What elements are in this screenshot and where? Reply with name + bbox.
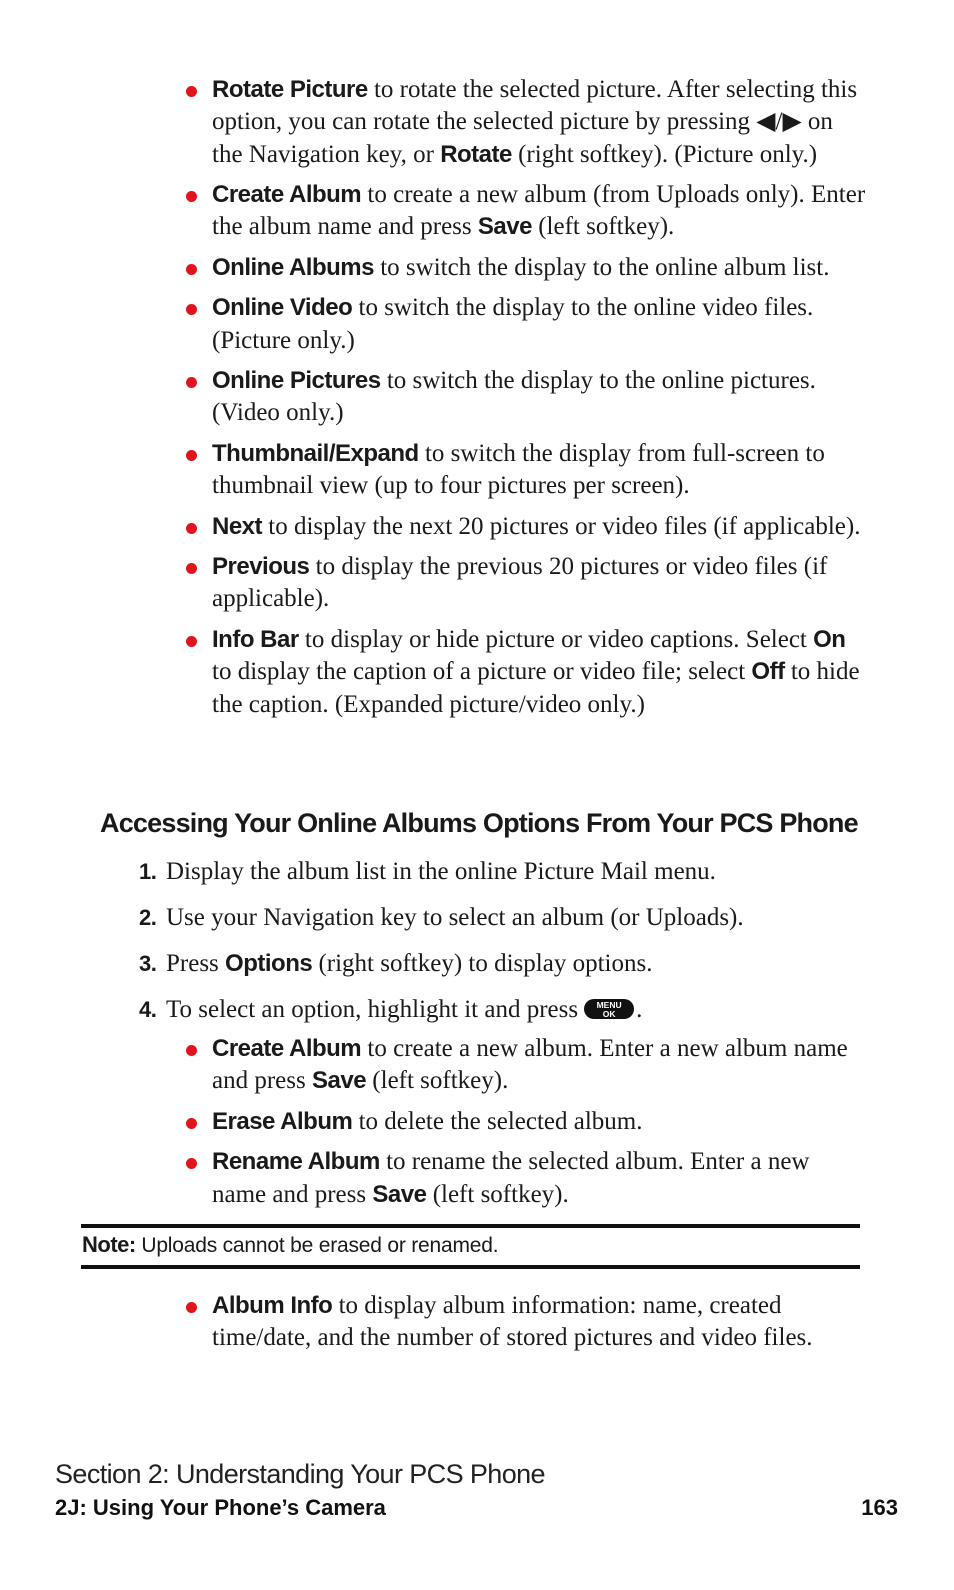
- picture-options-list: [0, 74, 954, 729]
- bullet-icon: [186, 450, 197, 461]
- list-item: Online Pictures to switch the display to the online pictures. (Video only.): [0, 365, 954, 430]
- bullet-icon: [186, 377, 197, 388]
- bullet-icon: [186, 1045, 197, 1056]
- list-item: Next to display the next 20 pictures or video files (if applicable).: [0, 511, 954, 543]
- page-number: 163: [861, 1495, 898, 1520]
- steps-list: [0, 856, 954, 1040]
- bullet-icon: [186, 86, 197, 97]
- list-item: Thumbnail/Expand to switch the display from full-screen to thumbnail view (up to four pictures per screen).: [0, 438, 954, 503]
- bullet-icon: [186, 636, 197, 647]
- step-item: 3. Press Options (right softkey) to display options.: [139, 950, 653, 977]
- note: Note: Uploads cannot be erased or renamed.: [82, 1232, 499, 1257]
- list-item: Online Albums to switch the display to the online album list.: [0, 252, 954, 284]
- bullet-icon: [186, 1302, 197, 1313]
- bullet-icon: [186, 563, 197, 574]
- note-bottom-rule: [81, 1265, 860, 1269]
- step-item: 4. To select an option, highlight it and press MENU OK .: [139, 996, 643, 1023]
- bullet-icon: [186, 523, 197, 534]
- list-item: Previous to display the previous 20 pictures or video files (if applicable).: [0, 551, 954, 616]
- bullet-icon: [186, 191, 197, 202]
- menu-ok-key-icon: MENU OK: [584, 999, 634, 1019]
- list-item: Create Album to create a new album. Enter a new album name and press Save (left softkey).: [0, 1033, 954, 1098]
- footer-chapter-title: 2J: Using Your Phone’s Camera: [55, 1495, 386, 1520]
- bullet-icon: [186, 304, 197, 315]
- list-item: Online Video to switch the display to the online video files. (Picture only.): [0, 292, 954, 357]
- section-heading: Accessing Your Online Albums Options From Your PCS Phone: [100, 808, 858, 838]
- footer-section-title: Section 2: Understanding Your PCS Phone: [55, 1459, 545, 1489]
- step-item: 2. Use your Navigation key to select an album (or Uploads).: [139, 904, 744, 931]
- note-top-rule: [81, 1224, 860, 1228]
- list-item: Create Album to create a new album (from Uploads only). Enter the album name and press Save (left softkey).: [0, 179, 954, 244]
- list-item: Rotate Picture to rotate the selected picture. After selecting this option, you can rotate the selected picture by pressing ◀/▶ on the Navigation key, or Rotate (right softkey). (Picture only.): [0, 74, 954, 171]
- bullet-icon: [186, 1118, 197, 1129]
- list-item: Album Info to display album information: name, created time/date, and the number of stored pictures and video files.: [0, 1290, 954, 1355]
- list-item: Rename Album to rename the selected album. Enter a new name and press Save (left softkey).: [0, 1146, 954, 1211]
- album-options-list: [0, 1033, 954, 1219]
- step-item: 1. Display the album list in the online Picture Mail menu.: [139, 858, 716, 885]
- list-item: Info Bar to display or hide picture or video captions. Select On to display the caption of a picture or video file; select Off to hide the caption. (Expanded picture/video only.): [0, 624, 954, 721]
- bullet-icon: [186, 264, 197, 275]
- list-item: Erase Album to delete the selected album.: [0, 1106, 954, 1138]
- bullet-icon: [186, 1158, 197, 1169]
- album-options-list-continued: [0, 1290, 954, 1363]
